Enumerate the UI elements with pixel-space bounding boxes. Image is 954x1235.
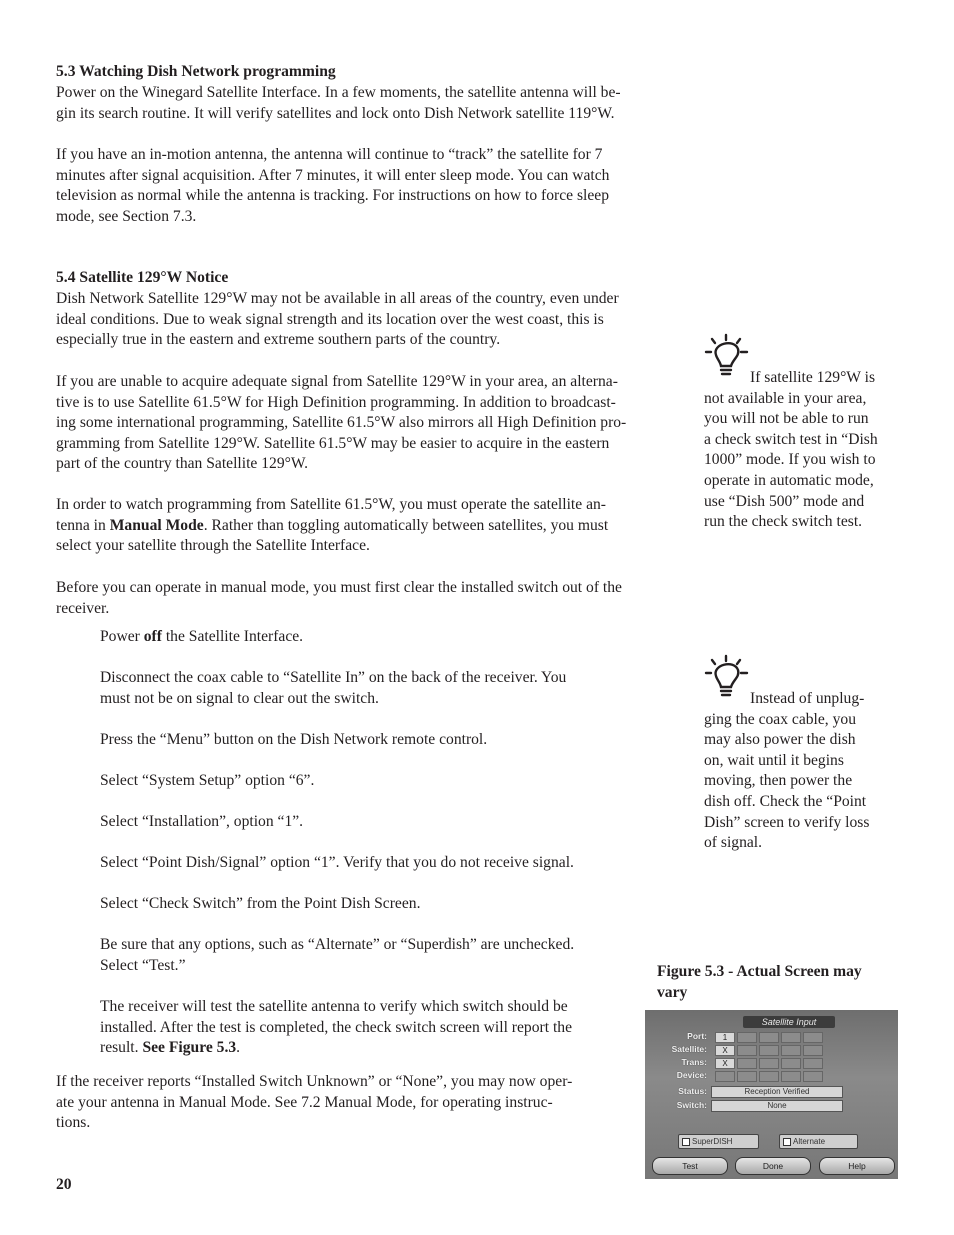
text-line: select your satellite through the Satellite Interface. bbox=[56, 537, 370, 555]
text-line: vary bbox=[657, 983, 688, 1001]
section-5-4-paragraph-1 bbox=[56, 289, 686, 351]
text-line: Select “Test.” bbox=[100, 956, 186, 974]
tip-1-text bbox=[704, 368, 904, 533]
text-line: Be sure that any options, such as “Alternate” or “Superdish” are unchecked. bbox=[100, 936, 575, 953]
text-line: In order to watch programming from Satellite 61.5°W, you must operate the satellite an- bbox=[56, 496, 606, 513]
text-line: tive is to use Satellite 61.5°W for High Definition programming. In addition to broadcast- bbox=[56, 393, 616, 411]
text-line: part of the country than Satellite 129°W. bbox=[56, 455, 309, 473]
figure-caption bbox=[657, 962, 897, 1003]
text-line: a check switch test in “Dish bbox=[704, 430, 878, 448]
off-emphasis: off bbox=[143, 628, 162, 645]
figure-reference: See Figure 5.3 bbox=[142, 1039, 237, 1057]
closing-paragraph bbox=[56, 1072, 636, 1134]
grid-cell bbox=[803, 1058, 823, 1069]
step-7: Select “Check Switch” from the Point Dish Screen. bbox=[100, 895, 421, 912]
step-3: Press the “Menu” button on the Dish Network remote control. bbox=[100, 731, 488, 748]
step-4: Select “System Setup” option “6”. bbox=[100, 772, 315, 789]
text-line: installed. After the test is completed, the check switch screen will report the bbox=[100, 1018, 572, 1036]
grid-cell bbox=[737, 1032, 757, 1043]
grid-cell bbox=[803, 1032, 823, 1043]
port-cell: 1 bbox=[715, 1032, 735, 1043]
grid-cell bbox=[759, 1032, 779, 1043]
text-line: If satellite 129°W is bbox=[750, 369, 876, 386]
page-number: 20 bbox=[56, 1176, 72, 1193]
trans-label: Trans: bbox=[681, 1057, 707, 1067]
checkbox-icon bbox=[783, 1138, 791, 1146]
text-line: ideal conditions. Due to weak signal strength and its location over the west coast, this is bbox=[56, 310, 604, 328]
tip-2-text bbox=[704, 689, 904, 854]
text-line: on, wait until it begins bbox=[704, 751, 844, 769]
text-line: minutes after signal acquisition. After 7 minutes, it will enter sleep mode. You can watch bbox=[56, 166, 610, 184]
grid-cell bbox=[759, 1071, 779, 1082]
text-line: Disconnect the coax cable to “Satellite In” on the back of the receiver. You bbox=[100, 669, 567, 686]
text-line: you will not be able to run bbox=[704, 410, 869, 428]
text-line: If you are unable to acquire adequate signal from Satellite 129°W in your area, an alterna- bbox=[56, 373, 618, 390]
grid-cell bbox=[803, 1045, 823, 1056]
section-5-3-paragraph-1 bbox=[56, 83, 686, 124]
text-line: Figure 5.3 - Actual Screen may bbox=[657, 963, 862, 980]
help-button[interactable]: Help bbox=[819, 1157, 895, 1175]
text-line: If you have an in-motion antenna, the antenna will continue to “track” the satellite for 7 bbox=[56, 146, 603, 163]
text-line: If the receiver reports “Installed Switch Unknown” or “None”, you may now oper- bbox=[56, 1073, 573, 1090]
text-line: operate in automatic mode, bbox=[704, 471, 874, 489]
text-line: tions. bbox=[56, 1114, 91, 1132]
text-line: must not be on signal to clear out the switch. bbox=[100, 689, 379, 707]
text-line: may also power the dish bbox=[704, 731, 856, 749]
text-line: Dish Network Satellite 129°W may not be available in all areas of the country, even under bbox=[56, 290, 619, 307]
text-line: gin its search routine. It will verify satellites and lock onto Dish Network satellite 119°W. bbox=[56, 104, 615, 122]
port-label: Port: bbox=[687, 1031, 707, 1041]
text-line: Power on the Winegard Satellite Interface. In a few moments, the satellite antenna will be- bbox=[56, 84, 621, 101]
text-line: run the check switch test. bbox=[704, 513, 863, 531]
section-5-4-paragraph-4 bbox=[56, 578, 686, 619]
switch-field: None bbox=[711, 1100, 843, 1112]
superdish-label: SuperDISH bbox=[692, 1137, 733, 1146]
step-2 bbox=[100, 668, 640, 709]
text-line: television as normal while the antenna is tracking. For instructions on how to force sleep bbox=[56, 187, 610, 205]
satellite-cell: X bbox=[715, 1045, 735, 1056]
grid-cell bbox=[737, 1071, 757, 1082]
text-line: Before you can operate in manual mode, you must first clear the installed switch out of the bbox=[56, 579, 622, 596]
section-5-3-heading: 5.3 Watching Dish Network programming bbox=[56, 63, 336, 80]
superdish-checkbox[interactable] bbox=[678, 1134, 759, 1149]
text-line: gramming from Satellite 129°W. Satellite 61.5°W may be easier to acquire in the eastern bbox=[56, 434, 610, 452]
alternate-checkbox[interactable] bbox=[779, 1134, 858, 1149]
grid-cell bbox=[737, 1058, 757, 1069]
text-line: 1000” mode. If you wish to bbox=[704, 451, 876, 469]
screen-title: Satellite Input bbox=[743, 1016, 835, 1028]
grid-cell bbox=[737, 1045, 757, 1056]
text-span: . bbox=[236, 1039, 241, 1057]
section-5-4-heading: 5.4 Satellite 129°W Notice bbox=[56, 269, 229, 286]
test-button[interactable]: Test bbox=[652, 1157, 728, 1175]
text-line: ging the coax cable, you bbox=[704, 710, 856, 728]
text-line: Instead of unplug- bbox=[750, 690, 865, 707]
step-5: Select “Installation”, option “1”. bbox=[100, 813, 304, 830]
text-line: receiver. bbox=[56, 599, 110, 617]
device-label: Device: bbox=[676, 1070, 707, 1080]
text-span: result. bbox=[100, 1039, 143, 1057]
grid-cell bbox=[759, 1058, 779, 1069]
text-span: Power bbox=[100, 628, 144, 645]
text-line: ing some international programming, Satellite 61.5°W also mirrors all High Definition pro- bbox=[56, 414, 627, 432]
section-5-4-paragraph-3 bbox=[56, 495, 686, 557]
step-6: Select “Point Dish/Signal” option “1”. Verify that you do not receive signal. bbox=[100, 854, 574, 871]
text-span: the Satellite Interface. bbox=[161, 628, 304, 645]
manual-mode-emphasis: Manual Mode bbox=[109, 516, 204, 534]
text-line: use “Dish 500” mode and bbox=[704, 492, 865, 510]
text-line: Dish” screen to verify loss bbox=[704, 813, 870, 831]
text-line: moving, then power the bbox=[704, 772, 853, 790]
text-line: especially true in the eastern and extreme southern parts of the country. bbox=[56, 331, 501, 349]
section-5-3-paragraph-2 bbox=[56, 145, 686, 227]
done-button[interactable]: Done bbox=[735, 1157, 811, 1175]
status-label: Status: bbox=[678, 1086, 707, 1096]
section-5-4-paragraph-2 bbox=[56, 372, 686, 475]
step-9 bbox=[100, 997, 640, 1059]
status-field: Reception Verified bbox=[711, 1086, 843, 1098]
grid-cell bbox=[759, 1045, 779, 1056]
text-line: of signal. bbox=[704, 834, 763, 852]
grid-cell bbox=[781, 1058, 801, 1069]
text-line: not available in your area, bbox=[704, 389, 867, 407]
text-line bbox=[56, 516, 686, 537]
text-line: dish off. Check the “Point bbox=[704, 792, 867, 810]
step-8 bbox=[100, 935, 640, 976]
text-line bbox=[100, 1038, 640, 1059]
step-1 bbox=[100, 627, 640, 648]
text-line: mode, see Section 7.3. bbox=[56, 207, 197, 225]
grid-cell bbox=[781, 1045, 801, 1056]
switch-label: Switch: bbox=[676, 1100, 707, 1110]
text-span: tenna in bbox=[56, 516, 110, 534]
trans-cell: X bbox=[715, 1058, 735, 1069]
checkbox-icon bbox=[682, 1138, 690, 1146]
grid-cell bbox=[781, 1032, 801, 1043]
device-cell bbox=[715, 1071, 735, 1082]
grid-cell bbox=[781, 1071, 801, 1082]
text-line: The receiver will test the satellite antenna to verify which switch should be bbox=[100, 998, 568, 1015]
text-line: ate your antenna in Manual Mode. See 7.2 Manual Mode, for operating instruc- bbox=[56, 1093, 553, 1111]
alternate-label: Alternate bbox=[793, 1137, 826, 1146]
satellite-label: Satellite: bbox=[671, 1044, 707, 1054]
satellite-input-screen-figure bbox=[645, 1010, 898, 1179]
text-span: . Rather than toggling automatically between satellites, you must bbox=[203, 516, 609, 534]
grid-cell bbox=[803, 1071, 823, 1082]
